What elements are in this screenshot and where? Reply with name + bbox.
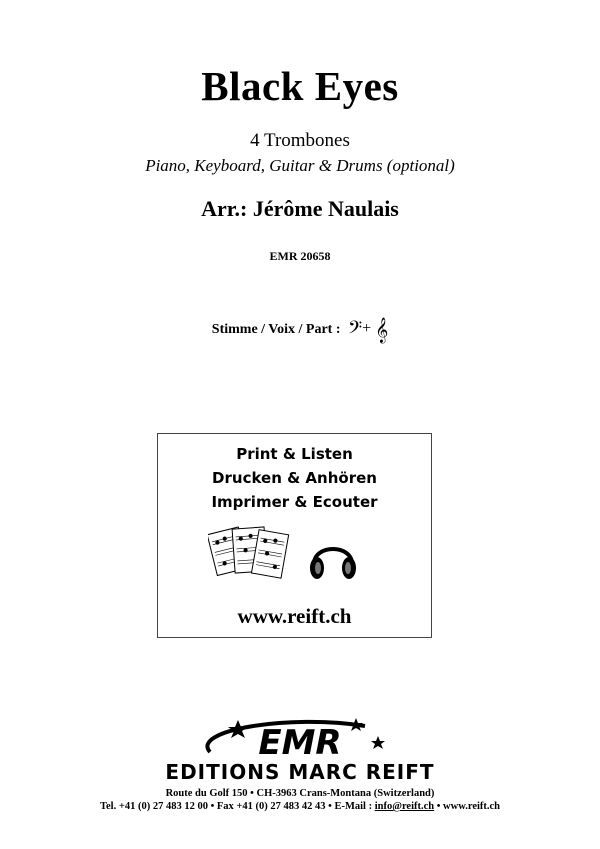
emr-logo [150, 712, 450, 760]
promo-url: www.reift.ch [237, 604, 352, 628]
instrumentation: Piano, Keyboard, Guitar & Drums (optional) [145, 156, 455, 175]
headphones-icon [306, 532, 360, 584]
contact-website: • www.reift.ch [434, 801, 501, 812]
title: Black Eyes [201, 63, 399, 109]
promo-line-de: Drucken & Anhören [212, 469, 377, 487]
plus-sign: + [362, 320, 372, 337]
email-link[interactable]: info@reift.ch [374, 801, 435, 812]
treble-clef-icon: 𝄞 [375, 317, 389, 342]
footer-contact [0, 801, 600, 812]
sheet-music-icon [208, 522, 290, 588]
catalog-code: EMR 20658 [269, 249, 331, 263]
publisher-name: EDITIONS MARC REIFT [165, 760, 435, 784]
print-listen-box [157, 433, 432, 638]
part-label: Stimme / Voix / Part : [211, 322, 341, 337]
subtitle: 4 Trombones [250, 130, 350, 151]
promo-line-fr: Imprimer & Ecouter [211, 493, 378, 511]
contact-phone-fax: Tel. +41 (0) 27 483 12 00 • Fax +41 (0) 27 483 42 43 • E-Mail : [99, 801, 375, 812]
footer-address: Route du Golf 150 • CH-3963 Crans-Montana (Switzerland) [165, 788, 435, 799]
svg-text:EMR: EMR [258, 723, 342, 760]
arranger: Arr.: Jérôme Naulais [201, 196, 399, 221]
bass-clef-icon: 𝄢 [348, 317, 363, 342]
part-line [0, 317, 600, 343]
promo-line-en: Print & Listen [236, 445, 353, 463]
